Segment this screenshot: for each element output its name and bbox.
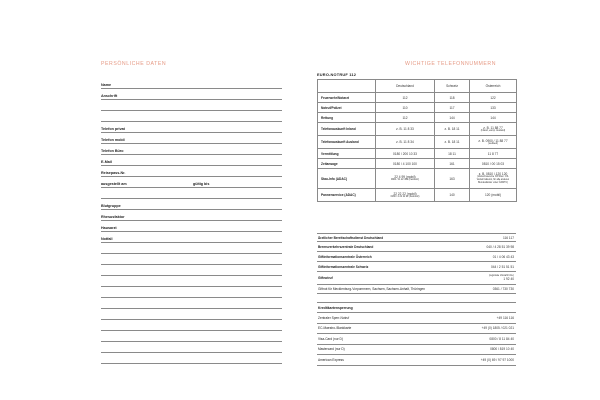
value-at — [470, 189, 517, 202]
valid-until-label: gültig bis — [193, 182, 210, 186]
info-label: Ärztlicher Bereitschaftsdienst Deutschland — [318, 235, 384, 240]
value-de — [376, 149, 435, 159]
form-row[interactable] — [101, 353, 282, 364]
emergency-label — [318, 113, 376, 123]
value-at — [470, 123, 517, 136]
value-de — [376, 136, 435, 149]
info-value: 116 117 — [502, 235, 514, 240]
personal-data-title: PERSÖNLICHE DATEN — [101, 61, 167, 67]
emergency-label-value: Rettung — [321, 115, 334, 120]
form-row[interactable] — [101, 89, 282, 100]
form-row[interactable] — [101, 78, 282, 89]
value-de — [376, 159, 435, 169]
form-row[interactable] — [101, 243, 282, 254]
value-ch — [435, 149, 470, 159]
emergency-row — [318, 149, 517, 159]
form-row[interactable] — [101, 166, 282, 177]
form-row-label: Telefon mobil — [101, 138, 125, 142]
info-row — [317, 272, 516, 285]
card-label: EC-Maestro-/Bankkarte — [318, 326, 352, 331]
form-row-label: Anschrift — [101, 94, 118, 98]
value-at-note: (weltweit) — [488, 142, 498, 145]
value-ch — [435, 93, 470, 103]
value-de-value: 110 — [402, 105, 408, 110]
value-at-value: 120 (mobil) — [485, 193, 501, 197]
value-de — [376, 93, 435, 103]
emergency-section — [317, 72, 516, 202]
form-row[interactable] — [101, 232, 282, 243]
emergency-label-value: Telefonauskunft Inland — [321, 127, 356, 131]
header-ch: Schweiz — [435, 80, 470, 93]
value-ch — [435, 189, 470, 202]
card-row — [317, 324, 516, 335]
info-row — [317, 242, 516, 252]
value-ch-value: z. B. 18 11 — [444, 127, 460, 131]
form-row[interactable] — [101, 144, 282, 155]
form-row-label: Rhesusfaktor — [101, 215, 125, 219]
form-row[interactable] — [101, 342, 282, 353]
header-empty — [318, 80, 376, 93]
value-ch-value: 117 — [449, 105, 455, 110]
value-at — [470, 93, 517, 103]
emergency-label — [318, 123, 376, 136]
value-de — [376, 169, 435, 189]
info-value: 044 / 2 51 51 51 — [490, 264, 514, 269]
form-row[interactable] — [101, 111, 282, 122]
value-at-note: (Inland, europ. Ausland) — [480, 129, 506, 132]
emergency-label-value: Notruf/Polizei — [321, 105, 342, 110]
value-ch-value: z. B. 18 11 — [444, 140, 460, 144]
form-row[interactable] — [101, 133, 282, 144]
form-row-label: Telefon privat — [101, 127, 125, 131]
value-ch-value: 140 — [449, 193, 455, 197]
right-page — [300, 0, 600, 400]
emergency-label — [318, 103, 376, 113]
form-row[interactable] — [101, 298, 282, 309]
form-row-label: ausgestellt am — [101, 182, 127, 186]
form-row[interactable] — [101, 254, 282, 265]
form-row[interactable] — [101, 122, 282, 133]
info-value: 1 92 40 — [503, 277, 514, 281]
info-label: Bremsverkehrszentrale Deutschland — [318, 244, 374, 249]
info-label: Giftinformationszentrale Schweiz — [318, 264, 369, 269]
emergency-title: EURO-NOTRUF 112 — [317, 72, 357, 77]
header-de: Deutschland — [376, 80, 435, 93]
emergency-row — [318, 169, 517, 189]
card-label: Visa-Card (nur D) — [318, 336, 343, 341]
value-at — [470, 136, 517, 149]
info-label: Giftinformationszentrale Österreich — [318, 254, 372, 259]
emergency-label-value: Stau-Info (ADAC) — [321, 176, 348, 181]
form-row[interactable] — [101, 331, 282, 342]
value-de-value: 0180 / 200 10 33 — [393, 151, 417, 156]
card-block-title: Kreditkartensperrung — [317, 302, 516, 313]
card-value: 0800 / 8 11 84 40 — [489, 336, 514, 341]
form-row[interactable] — [101, 309, 282, 320]
value-at — [470, 149, 517, 159]
card-row — [317, 355, 516, 366]
value-at-value: z. B. 11 88 77 — [483, 125, 503, 130]
emergency-row — [318, 189, 517, 202]
emergency-label-value: Telefonauskunft Ausland — [321, 140, 359, 144]
value-ch — [435, 103, 470, 113]
card-value: 0800 / 819 10 40 — [490, 347, 514, 352]
value-ch-value: 144 — [449, 115, 455, 120]
info-row — [317, 262, 516, 272]
emergency-label-value: Vermittlung — [321, 151, 339, 156]
form-row-label: Telefon Büro — [101, 149, 124, 153]
value-ch-value: 161 — [449, 161, 455, 166]
value-ch — [435, 159, 470, 169]
emergency-row — [318, 159, 517, 169]
header-at: Österreich — [470, 80, 517, 93]
value-at-value: 133 — [490, 105, 496, 110]
info-list — [317, 233, 516, 294]
form-row-label: E-Mail — [101, 160, 112, 164]
info-row — [317, 252, 516, 262]
info-row — [317, 233, 516, 242]
card-value: +49 (0) 1805 / 021 021 — [481, 326, 514, 331]
value-at — [470, 169, 517, 189]
info-value-note: (regionale Vorwahl bzw.) — [488, 275, 514, 277]
value-de-value: 22 4 99 (mobil) — [394, 175, 416, 180]
emergency-label — [318, 136, 376, 149]
info-value: 040 / 4 28 51 39 98 — [486, 244, 514, 249]
value-de-value-2: 0900 / 11 22 499 (Festnetz) — [390, 179, 420, 182]
card-row — [317, 345, 516, 356]
value-at-value: 122 — [490, 95, 496, 100]
info-value: 0361 / 730 730 — [492, 287, 514, 291]
value-de-value: 22 22 22 (mobil) — [393, 191, 417, 196]
card-row — [317, 313, 516, 324]
value-at — [470, 159, 517, 169]
form-row[interactable] — [101, 276, 282, 287]
card-row — [317, 334, 516, 345]
form-row[interactable] — [101, 155, 282, 166]
value-ch-value: 163 — [449, 176, 455, 181]
emergency-label — [318, 189, 376, 202]
value-de — [376, 103, 435, 113]
info-row — [317, 285, 516, 294]
value-at-value: z. B. 0810 / 120 120 — [478, 172, 508, 177]
form-row[interactable] — [101, 188, 282, 199]
emergency-label — [318, 93, 376, 103]
value-de-value: 0180 / 4 100 100 — [393, 161, 417, 166]
value-de — [376, 113, 435, 123]
info-label: Giftnotruf — [318, 276, 333, 280]
emergency-row — [318, 103, 517, 113]
emergency-label — [318, 159, 376, 169]
value-at-value: 0810 / 00 15 03 — [481, 161, 505, 166]
form-row[interactable] — [101, 265, 282, 276]
form-row-label: Notfall — [101, 237, 113, 241]
info-label: Giftnot für Mecklenburg-Vorpommern, Sachsen, Sachsen-Anhalt, Thüringen — [318, 287, 425, 291]
form-row-label: Reisepass-Nr. — [101, 171, 126, 175]
form-row[interactable] — [101, 210, 282, 221]
value-at-value: 144 — [490, 115, 496, 120]
value-de-value-2: 0180 / 2 22 22 22 (Festnetz) — [390, 195, 420, 198]
value-at-value: 11 8 77 — [487, 151, 499, 156]
form-row-label: Hausarzt — [101, 226, 117, 230]
emergency-label-value: Zeitansage — [321, 161, 338, 166]
value-ch — [435, 113, 470, 123]
card-value: +49 (0) 69 / 97 97 1000 — [480, 357, 514, 362]
value-at — [470, 103, 517, 113]
value-at-note: (Verkehrsservice Ö3 Wien: Ö3-Verkehrsdienst, für alle anderen Bundesländer unter ÖAMTC) — [476, 176, 510, 184]
value-ch — [435, 123, 470, 136]
value-at-value: z. B. 0900 / 11 88 77 — [478, 138, 508, 143]
personal-data-form — [101, 78, 282, 364]
value-de-value: 112 — [402, 95, 408, 100]
card-label: Zentraler Sperr-Notruf — [318, 315, 350, 320]
emergency-label-value: Feuerwehr/Notarzt — [321, 95, 349, 100]
emergency-row — [318, 93, 517, 103]
value-ch-value: 118 — [449, 95, 455, 100]
emergency-label-value: Pannenservice (ADAC) — [321, 193, 356, 197]
value-ch — [435, 169, 470, 189]
emergency-row — [318, 123, 517, 136]
form-row[interactable] — [101, 221, 282, 232]
value-de-value: z. B. 11 8 34 — [396, 140, 414, 144]
emergency-table — [317, 79, 517, 202]
value-de — [376, 189, 435, 202]
card-label: American Express — [318, 357, 344, 362]
value-de-value: 112 — [402, 115, 408, 120]
emergency-table-header — [318, 80, 517, 93]
phone-numbers-title: WICHTIGE TELEFONNUMMERN — [405, 61, 496, 67]
form-row-label: Name — [101, 83, 112, 87]
form-row[interactable] — [101, 320, 282, 331]
value-ch-value: 18 11 — [448, 151, 456, 156]
emergency-label — [318, 169, 376, 189]
value-de-value: z. B. 11 8 33 — [396, 127, 414, 131]
card-label: Mastercard (nur D) — [318, 347, 345, 352]
value-de — [376, 123, 435, 136]
form-row[interactable] — [101, 287, 282, 298]
value-ch — [435, 136, 470, 149]
form-row[interactable] — [101, 177, 282, 188]
card-value: +49 116 116 — [496, 315, 514, 320]
form-row[interactable] — [101, 100, 282, 111]
emergency-row — [318, 113, 517, 123]
emergency-label — [318, 149, 376, 159]
form-row[interactable] — [101, 199, 282, 210]
form-row-label: Blutgruppe — [101, 204, 121, 208]
card-list — [317, 302, 516, 366]
info-value: 01 / 4 06 43 43 — [492, 254, 514, 259]
value-at — [470, 113, 517, 123]
emergency-row — [318, 136, 517, 149]
